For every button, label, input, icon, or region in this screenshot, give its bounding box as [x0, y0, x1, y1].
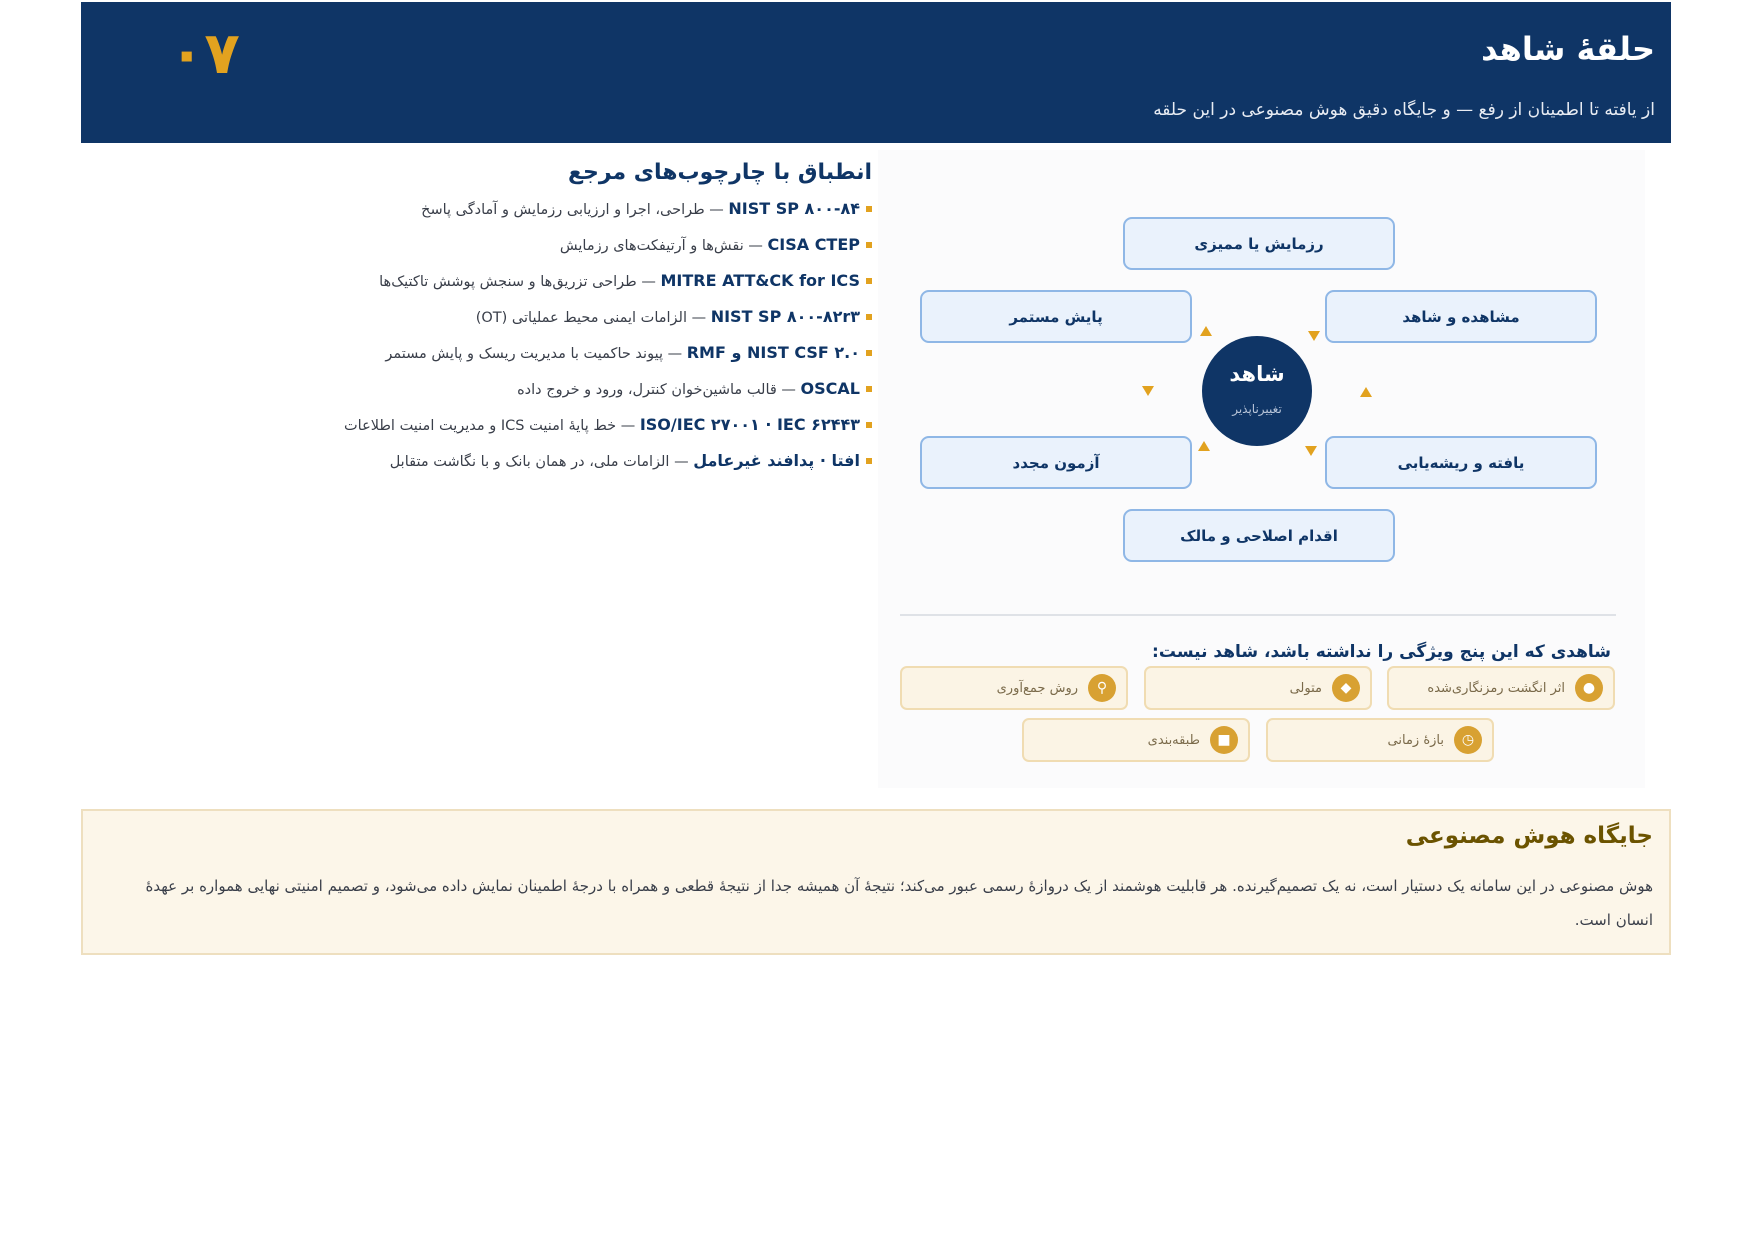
- framework-desc: — الزامات ملی، در همان بانک و با نگاشت متقابل: [389, 454, 694, 470]
- center-title: شاهد: [1229, 362, 1285, 386]
- list-item: [300, 271, 872, 307]
- cycle-node-monitoring: پایش مستمر: [920, 290, 1192, 343]
- framework-name: OSCAL: [800, 379, 860, 398]
- list-item: [300, 343, 872, 379]
- section-number: ۰۷: [169, 19, 240, 87]
- witness-criteria-title: شاهدی که این پنج ویژگی را نداشته باشد، شاهد نیست:: [1152, 642, 1611, 662]
- cycle-node-finding: یافته و ریشه‌یابی: [1325, 436, 1597, 489]
- arrow-down-icon: [1305, 446, 1317, 456]
- center-subtitle: تغییرناپذیر: [1232, 402, 1282, 416]
- arrow-up-icon: [1200, 326, 1212, 336]
- bullet-icon: [866, 386, 872, 392]
- criteria-chip: [1387, 666, 1615, 710]
- list-item: [300, 415, 872, 451]
- framework-desc: — خط پایهٔ امنیت ICS و مدیریت امنیت اطلاعات: [344, 418, 640, 434]
- arrow-up-icon: [1360, 387, 1372, 397]
- list-item: [300, 379, 872, 415]
- classification-icon: ■: [1210, 726, 1238, 754]
- criteria-chip: [900, 666, 1128, 710]
- page-title: حلقهٔ شاهد: [1481, 30, 1655, 68]
- list-item: [300, 235, 872, 271]
- bullet-icon: [866, 278, 872, 284]
- framework-desc: — پیوند حاکمیت با مدیریت ریسک و پایش مستمر: [385, 346, 687, 362]
- framework-name: NIST CSF ۲.۰ و RMF: [686, 343, 860, 362]
- framework-name: NIST SP ۸۰۰-۸۴: [728, 199, 860, 218]
- ai-role-title: جایگاه هوش مصنوعی: [1405, 823, 1653, 849]
- list-item: [300, 307, 872, 343]
- cycle-node-corrective-action: اقدام اصلاحی و مالک: [1123, 509, 1395, 562]
- fingerprint-icon: ●: [1575, 674, 1603, 702]
- arrow-up-icon: [1198, 441, 1210, 451]
- chip-label: اثر انگشت رمزنگاری‌شده: [1427, 680, 1565, 696]
- framework-desc: — طراحی تزریق‌ها و سنجش پوشش تاکتیک‌ها: [379, 274, 661, 290]
- cycle-node-exercise: رزمایش یا ممیزی: [1123, 217, 1395, 270]
- arrow-down-icon: [1308, 331, 1320, 341]
- framework-desc: — طراحی، اجرا و ارزیابی رزمایش و آمادگی پاسخ: [421, 202, 729, 218]
- arrow-down-icon: [1142, 386, 1154, 396]
- framework-desc: — الزامات ایمنی محیط عملیاتی (OT): [475, 310, 711, 326]
- framework-name: CISA CTEP: [767, 235, 860, 254]
- chip-label: روش جمع‌آوری: [996, 680, 1078, 696]
- reference-frameworks: [300, 160, 872, 487]
- references-list: [300, 199, 872, 487]
- bullet-icon: [866, 314, 872, 320]
- references-heading: انطباق با چارچوب‌های مرجع: [567, 160, 872, 185]
- bullet-icon: [866, 422, 872, 428]
- criteria-chip: [1022, 718, 1250, 762]
- ai-role-box: [81, 809, 1671, 955]
- framework-name: NIST SP ۸۰۰-۸۲r۳: [710, 307, 860, 326]
- criteria-chip: [1144, 666, 1372, 710]
- chip-label: طبقه‌بندی: [1147, 732, 1200, 748]
- cycle-node-observation: مشاهده و شاهد: [1325, 290, 1597, 343]
- framework-name: افتا · پدافند غیرعامل: [693, 451, 860, 470]
- framework-name: MITRE ATT&CK for ICS: [660, 271, 860, 290]
- witness-center: [1202, 336, 1312, 446]
- chip-label: بازهٔ زمانی: [1387, 732, 1444, 748]
- framework-desc: — قالب ماشین‌خوان کنترل، ورود و خروج داده: [517, 382, 801, 398]
- list-item: [300, 451, 872, 487]
- bullet-icon: [866, 242, 872, 248]
- framework-desc: — نقش‌ها و آرتیفکت‌های رزمایش: [559, 238, 768, 254]
- shield-icon: ◆: [1332, 674, 1360, 702]
- bullet-icon: [866, 350, 872, 356]
- divider: [900, 614, 1616, 616]
- search-icon: ⚲: [1088, 674, 1116, 702]
- cycle-node-retest: آزمون مجدد: [920, 436, 1192, 489]
- page-header: [81, 2, 1671, 143]
- chip-label: متولی: [1289, 680, 1322, 696]
- bullet-icon: [866, 458, 872, 464]
- criteria-chip: [1266, 718, 1494, 762]
- page-subtitle: از یافته تا اطمینان از رفع — و جایگاه دقیق هوش مصنوعی در این حلقه: [1153, 100, 1655, 120]
- ai-role-text: هوش مصنوعی در این سامانه یک دستیار است، نه یک تصمیم‌گیرنده. هر قابلیت هوشمند از یک دروازهٔ رسمی عبور می‌کند؛ نتیجهٔ آن همیشه جدا از نتیجهٔ قطعی و همراه با درجهٔ اطمینان نمایش داده می‌شود، و تصمیم امنیتی نهایی همواره بر عهدهٔ انسان است.: [145, 877, 1653, 929]
- framework-name: ISO/IEC ۲۷۰۰۱ · IEC ۶۲۴۴۳: [639, 415, 860, 434]
- list-item: [300, 199, 872, 235]
- bullet-icon: [866, 206, 872, 212]
- clock-icon: ◷: [1454, 726, 1482, 754]
